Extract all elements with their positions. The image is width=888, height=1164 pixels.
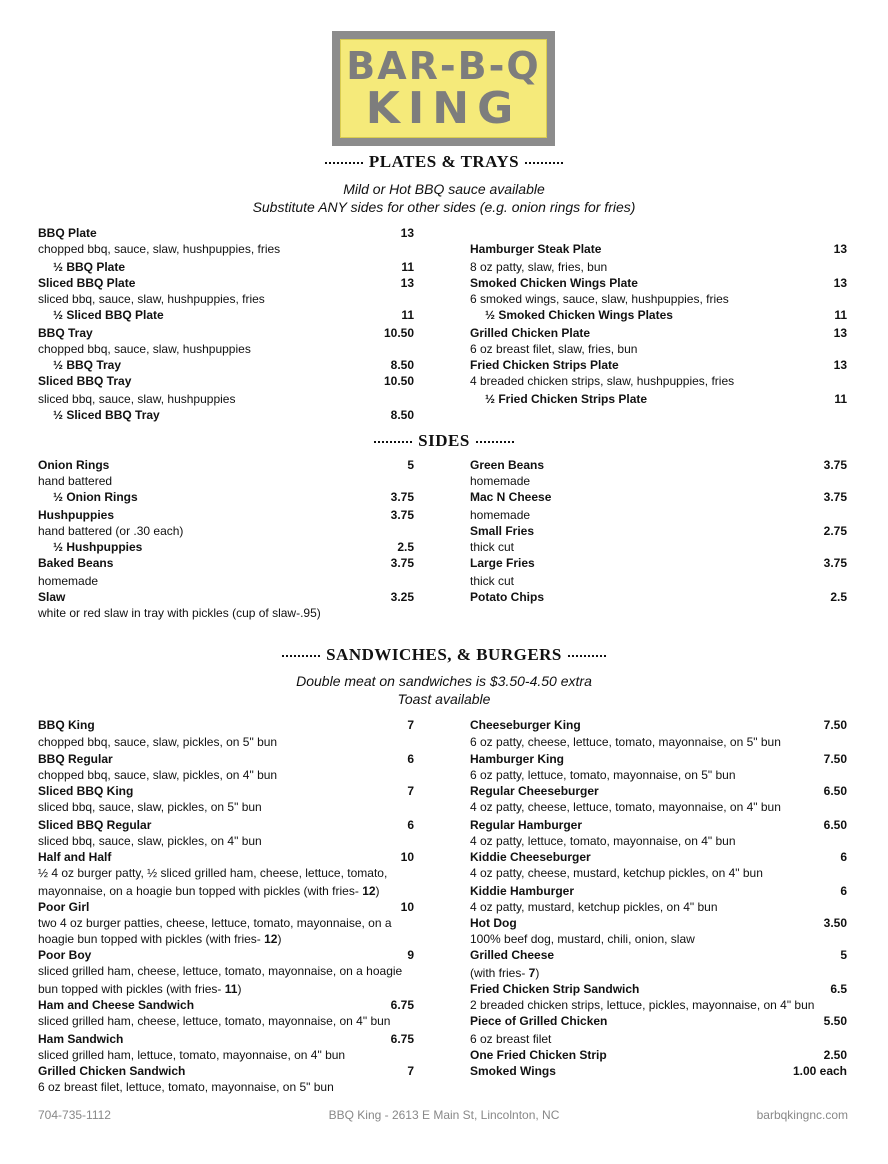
menu-item-name: Mac N Cheese — [470, 490, 552, 504]
description-text: sliced grilled ham, cheese, lettuce, tomato, mayonnaise, on 4" bun — [38, 1014, 391, 1028]
menu-item-price: 7 — [407, 784, 414, 798]
menu-item-description — [38, 574, 98, 589]
description-text: hoagie bun topped with pickles (with fries- — [38, 932, 265, 946]
menu-item-name: Hamburger King — [470, 752, 565, 766]
menu-item-name: Fried Chicken Strips Plate — [470, 358, 619, 372]
menu-item-description — [38, 524, 183, 539]
plates-note-1: Mild or Hot BBQ sauce available — [343, 181, 545, 197]
menu-item-description — [470, 735, 781, 750]
plates-title-row — [0, 152, 888, 172]
logo — [332, 31, 555, 146]
menu-item-price: 3.75 — [823, 490, 847, 504]
description-text: 4 oz patty, lettuce, tomato, mayonnaise, on 4" bun — [470, 834, 736, 848]
menu-item-description — [38, 342, 251, 357]
menu-item-price: 11 — [401, 260, 414, 274]
menu-item-price: 3.75 — [390, 490, 414, 504]
description-text: ½ 4 oz burger patty, ½ sliced grilled ham, cheese, lettuce, tomato, — [38, 866, 388, 880]
menu-item-price: 6 — [407, 818, 414, 832]
sides-title-row — [0, 431, 888, 451]
menu-item-description — [38, 292, 265, 307]
description-text: 8 oz patty, slaw, fries, bun — [470, 260, 608, 274]
description-text: 4 oz patty, cheese, mustard, ketchup pickles, on 4" bun — [470, 866, 763, 880]
menu-item-price: 3.25 — [390, 590, 414, 604]
menu-item-description — [470, 474, 530, 489]
description-end: ) — [237, 982, 242, 996]
footer-website: barbqkingnc.com — [756, 1108, 848, 1122]
menu-item-price: 5.50 — [823, 1014, 847, 1028]
menu-item-name: Large Fries — [470, 556, 535, 570]
plates-title: PLATES & TRAYS — [368, 152, 520, 171]
menu-item-name: Slaw — [38, 590, 66, 604]
description-text: thick cut — [470, 574, 515, 588]
description-text: 6 oz breast filet, lettuce, tomato, mayonnaise, on 5" bun — [38, 1080, 334, 1094]
menu-item-description — [470, 932, 695, 947]
description-text: 6 oz breast filet, slaw, fries, bun — [470, 342, 638, 356]
menu-item-price: 6 — [407, 752, 414, 766]
description-text: thick cut — [470, 540, 515, 554]
menu-item-description-line-2 — [38, 982, 241, 997]
menu-item-price: 6.5 — [830, 982, 847, 996]
menu-item-name: Poor Girl — [38, 900, 90, 914]
menu-item-price: 10.50 — [383, 326, 414, 340]
description-text: hand battered — [38, 474, 113, 488]
description-text: bun topped with pickles (with fries- — [38, 982, 225, 996]
menu-item-price: 6.75 — [390, 1032, 414, 1046]
menu-item-description — [38, 1048, 345, 1063]
menu-item-name: ½ Hushpuppies — [53, 540, 143, 554]
menu-item-price: 11 — [401, 308, 414, 322]
divider — [282, 655, 320, 657]
menu-item-price: 3.75 — [823, 458, 847, 472]
menu-item-name: ½ Fried Chicken Strips Plate — [485, 392, 648, 406]
menu-item-name: BBQ Tray — [38, 326, 93, 340]
description-text: 6 oz patty, cheese, lettuce, tomato, mayonnaise, on 5" bun — [470, 735, 781, 749]
description-text: 6 oz breast filet — [470, 1032, 552, 1046]
description-text: sliced grilled ham, cheese, lettuce, tomato, mayonnaise, on a hoagie — [38, 964, 403, 978]
menu-item-price: 9 — [407, 948, 414, 962]
menu-item-name: Regular Cheeseburger — [470, 784, 599, 798]
menu-item-name: Poor Boy — [38, 948, 92, 962]
menu-item-description — [38, 242, 280, 257]
description-text: hand battered (or .30 each) — [38, 524, 184, 538]
menu-item-description — [470, 540, 514, 555]
description-text: two 4 oz burger patties, cheese, lettuce, tomato, mayonnaise, on a — [38, 916, 392, 930]
menu-item-name: BBQ Plate — [38, 226, 97, 240]
menu-item-price: 13 — [400, 276, 414, 290]
plates-note-2: Substitute ANY sides for other sides (e.g. onion rings for fries) — [252, 199, 636, 215]
description-text: white or red slaw in tray with pickles (cup of slaw-.95) — [38, 606, 321, 620]
menu-item-price: 13 — [833, 326, 847, 340]
description-text: homemade — [470, 508, 531, 522]
menu-item-name: Smoked Wings — [470, 1064, 556, 1078]
description-text: sliced grilled ham, lettuce, tomato, mayonnaise, on 4" bun — [38, 1048, 346, 1062]
menu-item-name: Potato Chips — [470, 590, 544, 604]
divider — [568, 655, 606, 657]
menu-item-name: Kiddie Hamburger — [470, 884, 575, 898]
menu-item-price: 8.50 — [390, 358, 414, 372]
combo-price: 12 — [362, 884, 376, 898]
menu-item-name: Sliced BBQ King — [38, 784, 134, 798]
description-text: 4 breaded chicken strips, slaw, hushpuppies, fries — [470, 374, 735, 388]
menu-item-price: 3.75 — [823, 556, 847, 570]
menu-item-price: 10.50 — [383, 374, 414, 388]
description-text: homemade — [38, 574, 99, 588]
menu-item-price: 2.5 — [397, 540, 414, 554]
menu-item-price: 13 — [833, 358, 847, 372]
menu-item-price: 3.75 — [390, 508, 414, 522]
menu-item-name: Small Fries — [470, 524, 535, 538]
menu-item-name: ½ Sliced BBQ Tray — [53, 408, 160, 422]
sandwiches-title: SANDWICHES, & BURGERS — [326, 645, 562, 664]
menu-item-price: 6.50 — [823, 818, 847, 832]
footer-address: BBQ King - 2613 E Main St, Lincolnton, NC — [328, 1108, 560, 1122]
menu-item-description — [38, 1080, 334, 1095]
menu-item-price: 2.75 — [823, 524, 847, 538]
combo-price: 11 — [224, 982, 238, 996]
description-text: chopped bbq, sauce, slaw, pickles, on 4" bun — [38, 768, 278, 782]
menu-item-name: Sliced BBQ Plate — [38, 276, 136, 290]
menu-item-price: 3.50 — [823, 916, 847, 930]
menu-item-name: Ham and Cheese Sandwich — [38, 998, 195, 1012]
menu-item-name: Ham Sandwich — [38, 1032, 124, 1046]
menu-item-price: 5 — [840, 948, 847, 962]
menu-item-description — [38, 834, 262, 849]
menu-item-price: 10 — [400, 900, 414, 914]
menu-item-description — [470, 998, 814, 1013]
menu-item-name: Cheeseburger King — [470, 718, 581, 732]
menu-item-price: 6.75 — [390, 998, 414, 1012]
divider — [476, 441, 514, 443]
menu-item-name: Piece of Grilled Chicken — [470, 1014, 608, 1028]
description-text: 4 oz patty, mustard, ketchup pickles, on 4" bun — [470, 900, 718, 914]
logo-line-2: KING — [365, 82, 522, 134]
combo-price: 7 — [528, 966, 536, 980]
footer-phone: 704-735-1112 — [38, 1108, 111, 1122]
description-text: sliced bbq, sauce, slaw, pickles, on 5" bun — [38, 800, 262, 814]
menu-item-price: 7 — [407, 718, 414, 732]
menu-item-name: Smoked Chicken Wings Plate — [470, 276, 638, 290]
description-end: ) — [277, 932, 282, 946]
menu-item-description — [38, 392, 235, 407]
sandwiches-title-row — [0, 645, 888, 665]
menu-item-name: BBQ King — [38, 718, 95, 732]
description-text: 6 smoked wings, sauce, slaw, hushpuppies, fries — [470, 292, 729, 306]
combo-price: 12 — [264, 932, 278, 946]
menu-item-description — [38, 735, 277, 750]
description-text: 100% beef dog, mustard, chili, onion, slaw — [470, 932, 695, 946]
description-text: chopped bbq, sauce, slaw, hushpuppies — [38, 342, 251, 356]
menu-item-name: BBQ Regular — [38, 752, 113, 766]
sandwiches-note-1: Double meat on sandwiches is $3.50-4.50 extra — [296, 673, 592, 689]
menu-item-price: 1.00 each — [792, 1064, 847, 1078]
menu-item-name: ½ BBQ Plate — [53, 260, 126, 274]
menu-item-name: ½ Onion Rings — [53, 490, 138, 504]
menu-item-name: Hushpuppies — [38, 508, 115, 522]
menu-item-description — [38, 800, 262, 815]
menu-item-name: Kiddie Cheeseburger — [470, 850, 591, 864]
menu-item-price: 13 — [833, 276, 847, 290]
menu-item-name: Regular Hamburger — [470, 818, 583, 832]
menu-item-price: 2.5 — [830, 590, 847, 604]
menu-item-name: Grilled Chicken Sandwich — [38, 1064, 186, 1078]
menu-item-price: 5 — [407, 458, 414, 472]
menu-item-description — [470, 342, 637, 357]
menu-item-name: Hot Dog — [470, 916, 517, 930]
menu-item-price: 7.50 — [823, 718, 847, 732]
menu-item-price: 8.50 — [390, 408, 414, 422]
menu-item-description — [38, 606, 321, 621]
menu-item-name: ½ BBQ Tray — [53, 358, 122, 372]
menu-item-description — [470, 834, 736, 849]
menu-item-price: 2.50 — [823, 1048, 847, 1062]
menu-item-name: Sliced BBQ Tray — [38, 374, 132, 388]
description-text: (with fries- — [470, 966, 529, 980]
divider — [525, 162, 563, 164]
sides-title: SIDES — [418, 431, 470, 450]
menu-item-price: 6 — [840, 884, 847, 898]
menu-item-description — [38, 1014, 390, 1029]
description-text: 4 oz patty, cheese, lettuce, tomato, mayonnaise, on 4" bun — [470, 800, 781, 814]
divider — [325, 162, 363, 164]
description-text: sliced bbq, sauce, slaw, hushpuppies — [38, 392, 236, 406]
menu-item-name: ½ Sliced BBQ Plate — [53, 308, 164, 322]
menu-item-name: Grilled Cheese — [470, 948, 555, 962]
divider — [374, 441, 412, 443]
logo-panel — [340, 39, 547, 138]
menu-item-name: Baked Beans — [38, 556, 114, 570]
menu-item-description — [38, 768, 277, 783]
description-text: 6 oz patty, lettuce, tomato, mayonnaise, on 5" bun — [470, 768, 736, 782]
menu-item-name: One Fried Chicken Strip — [470, 1048, 607, 1062]
description-text: mayonnaise, on a hoagie bun topped with pickles (with fries- — [38, 884, 363, 898]
menu-item-price: 11 — [834, 392, 847, 406]
menu-item-name: Green Beans — [470, 458, 545, 472]
menu-item-name: Onion Rings — [38, 458, 110, 472]
menu-item-description — [470, 900, 718, 915]
menu-item-price: 7 — [407, 1064, 414, 1078]
menu-item-description — [470, 508, 530, 523]
menu-item-price: 13 — [833, 242, 847, 256]
menu-item-price: 3.75 — [390, 556, 414, 570]
menu-item-name: Sliced BBQ Regular — [38, 818, 152, 832]
menu-item-price: 10 — [400, 850, 414, 864]
menu-item-description — [470, 260, 607, 275]
description-text: chopped bbq, sauce, slaw, hushpuppies, fries — [38, 242, 281, 256]
menu-item-description — [38, 916, 392, 931]
description-text: chopped bbq, sauce, slaw, pickles, on 5" bun — [38, 735, 278, 749]
menu-item-name: Fried Chicken Strip Sandwich — [470, 982, 640, 996]
menu-item-description — [470, 800, 781, 815]
menu-item-description — [470, 574, 514, 589]
logo-line-1: BAR-B-Q — [346, 43, 541, 88]
menu-item-description — [470, 866, 763, 881]
menu-item-description — [38, 866, 387, 881]
description-text: homemade — [470, 474, 531, 488]
menu-item-name: ½ Smoked Chicken Wings Plates — [485, 308, 673, 322]
menu-item-description — [38, 474, 112, 489]
menu-item-name: Hamburger Steak Plate — [470, 242, 602, 256]
description-text: 2 breaded chicken strips, lettuce, pickles, mayonnaise, on 4" bun — [470, 998, 815, 1012]
description-end: ) — [535, 966, 540, 980]
menu-item-description — [470, 292, 729, 307]
menu-item-price: 6.50 — [823, 784, 847, 798]
menu-item-description-line-2 — [38, 884, 380, 899]
menu-item-price: 13 — [400, 226, 414, 240]
menu-item-description — [470, 374, 734, 389]
menu-item-name: Half and Half — [38, 850, 112, 864]
menu-item-name: Grilled Chicken Plate — [470, 326, 591, 340]
menu-item-description — [470, 966, 539, 981]
menu-item-description-line-2 — [38, 932, 281, 947]
menu-item-description — [470, 1032, 551, 1047]
menu-item-price: 11 — [834, 308, 847, 322]
description-text: sliced bbq, sauce, slaw, pickles, on 4" bun — [38, 834, 262, 848]
description-end: ) — [375, 884, 380, 898]
menu-item-price: 7.50 — [823, 752, 847, 766]
menu-item-description — [470, 768, 736, 783]
description-text: sliced bbq, sauce, slaw, hushpuppies, fries — [38, 292, 265, 306]
sandwiches-note-2: Toast available — [397, 691, 491, 707]
menu-item-description — [38, 964, 402, 979]
menu-item-price: 6 — [840, 850, 847, 864]
